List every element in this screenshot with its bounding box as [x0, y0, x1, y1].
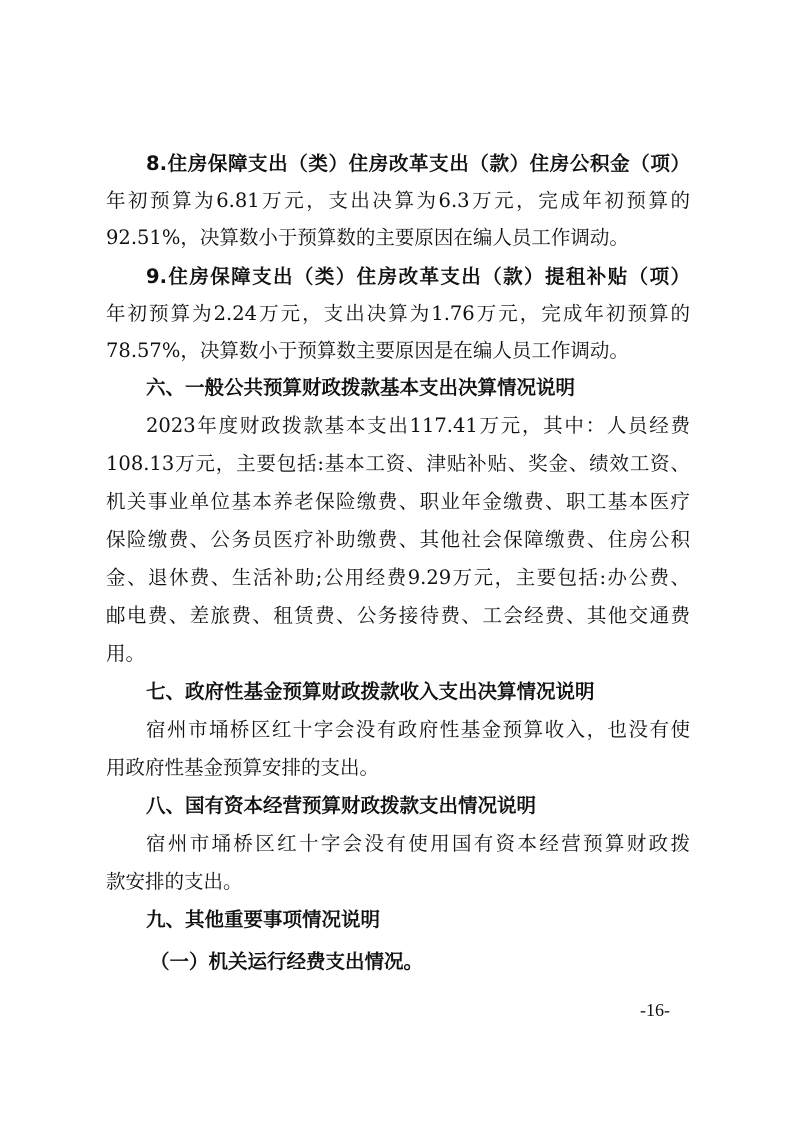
- section-six-line-6: 用。: [106, 642, 146, 665]
- section-six-line-2: 机关事业单位基本养老保险缴费、职业年金缴费、职工基本医疗: [106, 490, 690, 513]
- section-9-line-1: 年初预算为2.24万元，支出决算为1.76万元，完成年初预算的: [106, 302, 690, 325]
- section-six-first-line: 2023年度财政拨款基本支出117.41万元，其中：人员经费: [146, 414, 690, 437]
- section-nine-sub-heading: （一）机关运行经费支出情况。: [150, 950, 424, 973]
- section-six-line-4: 金、退休费、生活补助;公用经费9.29万元，主要包括:办公费、: [106, 566, 690, 589]
- section-six-line-5: 邮电费、差旅费、租赁费、公务接待费、工会经费、其他交通费: [106, 604, 690, 627]
- section-eight-first-line: 宿州市埇桥区红十字会没有使用国有资本经营预算财政拨: [146, 832, 690, 855]
- section-six-line-1: 108.13万元，主要包括:基本工资、津贴补贴、奖金、绩效工资、: [106, 452, 690, 475]
- section-eight-line-1: 款安排的支出。: [106, 870, 243, 893]
- section-six-line-3: 保险缴费、公务员医疗补助缴费、其他社会保障缴费、住房公积: [106, 528, 690, 551]
- section-seven-heading: 七、政府性基金预算财政拨款收入支出决算情况说明: [146, 680, 595, 703]
- section-seven-first-line: 宿州市埇桥区红十字会没有政府性基金预算收入，也没有使: [146, 718, 690, 741]
- section-9-heading: 9.住房保障支出（类）住房改革支出（款）提租补贴（项）: [146, 265, 690, 288]
- section-seven-line-1: 用政府性基金预算安排的支出。: [106, 756, 380, 779]
- section-nine-heading: 九、其他重要事项情况说明: [146, 908, 381, 931]
- section-8-line-2: 92.51%，决算数小于预算数的主要原因在编人员工作调动。: [106, 226, 629, 249]
- section-eight-heading: 八、国有资本经营预算财政拨款支出情况说明: [146, 794, 537, 817]
- page-number: -16-: [640, 1000, 670, 1020]
- section-8-line-1: 年初预算为6.81万元，支出决算为6.3万元，完成年初预算的: [106, 189, 690, 212]
- section-8-heading: 8.住房保障支出（类）住房改革支出（款）住房公积金（项）: [146, 152, 690, 175]
- section-six-heading: 六、一般公共预算财政拨款基本支出决算情况说明: [146, 376, 576, 399]
- section-9-line-2: 78.57%，决算数小于预算数主要原因是在编人员工作调动。: [106, 339, 629, 362]
